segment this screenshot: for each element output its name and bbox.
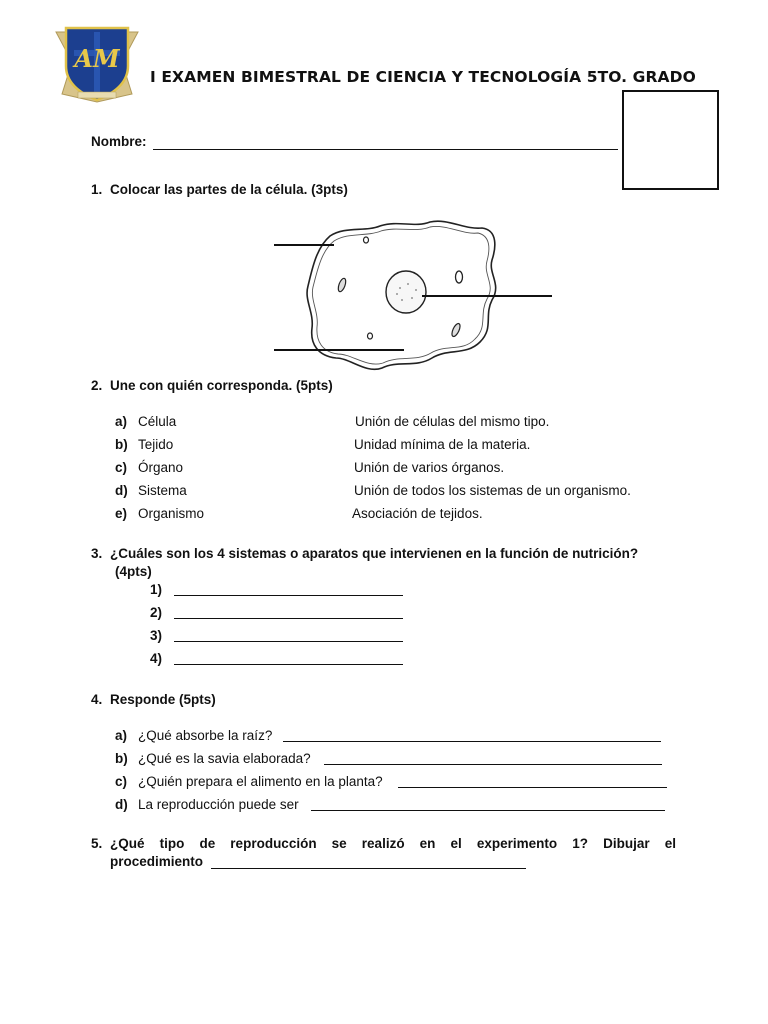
q3-answer-line-3[interactable] xyxy=(174,641,403,642)
logo-monogram: AM xyxy=(74,44,120,73)
q4-text: Responde (5pts) xyxy=(110,692,216,707)
q3-answer-line-2[interactable] xyxy=(174,618,403,619)
name-label: Nombre: xyxy=(91,134,147,149)
q5-text: ¿Qué tipo de reproducción se realizó en el experimento 1? Dibujar el xyxy=(110,836,676,851)
q3-points: (4pts) xyxy=(115,564,152,579)
q3-answer-line-1[interactable] xyxy=(174,595,403,596)
q5-text-cont: procedimiento xyxy=(110,854,204,869)
definition-item: Unión de todos los sistemas de un organismo. xyxy=(354,483,631,498)
q3-number: 3. xyxy=(91,546,103,561)
definition-item: Unión de varios órganos. xyxy=(354,460,505,475)
definition-item: Unión de células del mismo tipo. xyxy=(355,414,550,429)
q5-number: 5. xyxy=(91,836,103,851)
definition-item: Asociación de tejidos. xyxy=(352,506,483,521)
q4-answer-line-d[interactable] xyxy=(311,810,665,811)
q1-number: 1. xyxy=(91,182,103,197)
q4-answer-line-c[interactable] xyxy=(398,787,667,788)
q4-answer-line-a[interactable] xyxy=(283,741,661,742)
q3-answer-line-4[interactable] xyxy=(174,664,403,665)
definition-item: Unidad mínima de la materia. xyxy=(354,437,531,452)
exam-title: I EXAMEN BIMESTRAL DE CIENCIA Y TECNOLOGÍA 5TO. GRADO xyxy=(150,68,696,86)
cell-diagram xyxy=(270,208,560,380)
q1-text: Colocar las partes de la célula. (3pts) xyxy=(110,182,348,197)
q2-text: Une con quién corresponda. (5pts) xyxy=(110,378,333,393)
name-field[interactable] xyxy=(153,149,618,150)
grade-box xyxy=(622,90,719,190)
q5-answer-line[interactable] xyxy=(211,868,526,869)
q4-answer-line-b[interactable] xyxy=(324,764,662,765)
q3-text: ¿Cuáles son los 4 sistemas o aparatos que intervienen en la función de nutrición? xyxy=(110,546,639,561)
q4-number: 4. xyxy=(91,692,103,707)
q2-number: 2. xyxy=(91,378,103,393)
school-logo xyxy=(52,22,142,106)
